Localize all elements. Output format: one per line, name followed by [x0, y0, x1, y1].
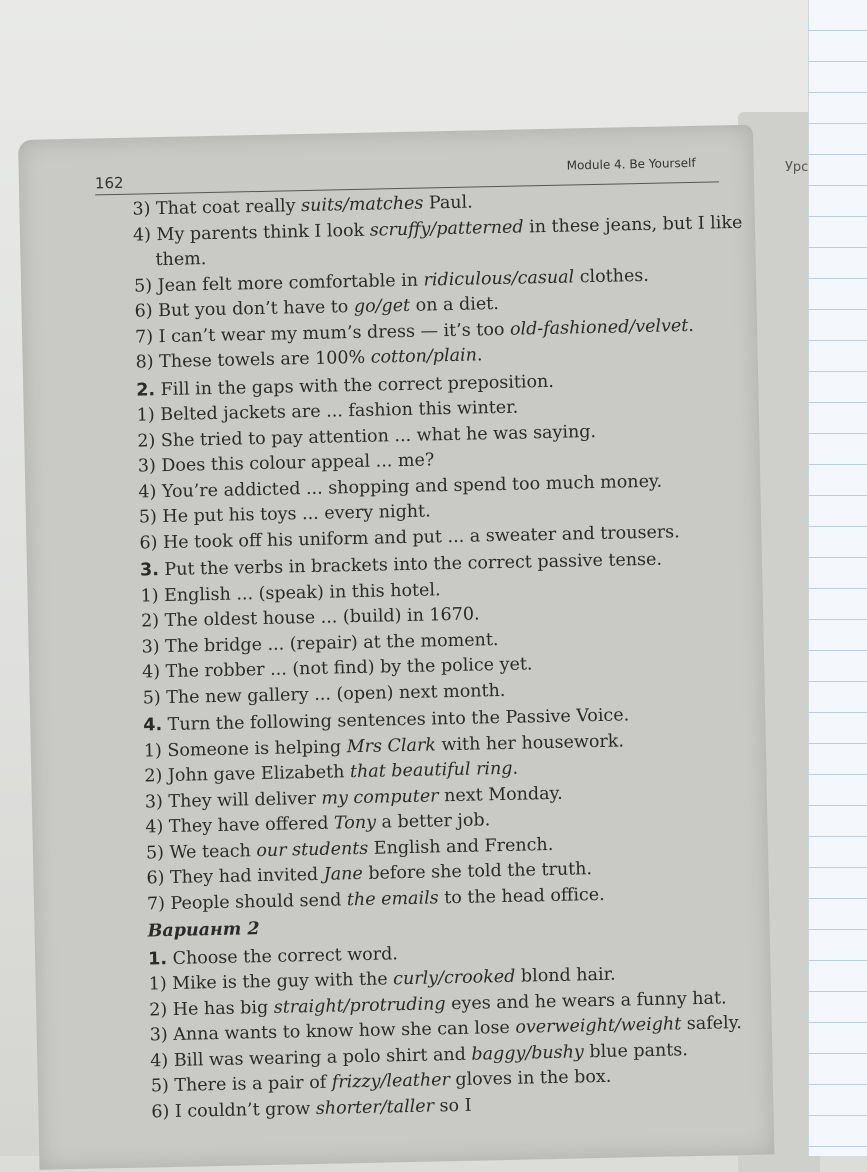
exercise-2-items — [137, 391, 760, 557]
page-number: 162 — [94, 173, 124, 193]
item-text: 6) I couldn’t grow — [151, 1098, 317, 1122]
exercise-item: 1) Belted jackets are ... fashion this winter. — [136, 397, 519, 426]
item-options: suits/matches — [300, 193, 424, 217]
exercise-number: 2. — [136, 379, 156, 401]
item-options: ridiculous/casual — [423, 266, 575, 291]
running-head: Module 4. Be Yourself — [566, 155, 696, 173]
item-options: shorter/taller — [315, 1096, 435, 1119]
exercise-item: 4) You’re addicted ... shopping and spend too much money. — [138, 471, 663, 503]
item-text: . — [512, 758, 519, 779]
item-text: on a diet. — [409, 293, 499, 316]
exercise-item: 6) He took off his uniform and put ... a sweater and trousers. — [139, 521, 680, 554]
item-text: blond hair. — [515, 964, 616, 987]
exercise-item: 1) English ... (speak) in this hotel. — [140, 579, 441, 607]
page-content — [132, 185, 771, 1126]
exercise-4-items — [144, 726, 768, 917]
notebook-sheet — [808, 0, 867, 1156]
exercise-item: 2) She tried to pay attention ... what he was saying. — [137, 421, 597, 452]
item-text: a better job. — [375, 810, 491, 833]
item-options: overweight/weight — [515, 1014, 682, 1038]
item-text: before she told the truth. — [362, 859, 593, 884]
notebook-tab-text: Урс — [785, 160, 809, 175]
variant-2-items — [148, 959, 771, 1125]
book-page — [18, 125, 774, 1170]
item-text: 6) They had invited — [146, 864, 324, 889]
item-text: with her housework. — [435, 730, 625, 755]
item-text: . — [688, 315, 695, 336]
item-text: 1) Mike is the guy with the — [148, 969, 394, 995]
exercise-item: 2) The oldest house ... (build) in 1670. — [140, 604, 480, 632]
item-text: 2) He has big — [149, 997, 274, 1020]
item-text: 3) Anna wants to know how she can lose — [149, 1017, 516, 1046]
item-text: to the head office. — [438, 884, 605, 908]
item-text: 3) They will deliver — [144, 788, 322, 812]
item-options: Tony — [333, 812, 377, 834]
item-text: 4) Bill was wearing a polo shirt and — [150, 1044, 472, 1071]
item-text: in these jeans, but I like — [523, 212, 743, 237]
item-text: blue pants. — [583, 1039, 689, 1062]
exercise-number: 3. — [139, 560, 160, 581]
item-options: that beautiful ring — [349, 758, 513, 783]
item-text: safely. — [681, 1013, 743, 1035]
variant-2-title: Вариант 2 — [147, 919, 260, 942]
item-options: cotton/plain — [370, 345, 478, 368]
item-options: Mrs Clark — [346, 734, 437, 757]
exercise-number: 1. — [147, 948, 168, 969]
item-options: the emails — [346, 887, 439, 910]
item-options: old-fashioned/velvet — [509, 315, 689, 340]
item-text: 5) Jean felt more comfortable in — [133, 270, 424, 297]
item-options: go/get — [353, 295, 411, 317]
item-text: 1) Someone is helping — [143, 736, 347, 761]
exercise-item: 5) The new gallery ... (open) next month. — [142, 680, 506, 709]
item-text: 5) There is a pair of — [150, 1072, 333, 1097]
item-text: 2) John gave Elizabeth — [144, 762, 351, 787]
item-text: 3) That coat really — [132, 196, 302, 220]
item-options: scruffy/patterned — [369, 216, 524, 241]
exercise-1-tail — [132, 185, 756, 376]
item-text: so I — [433, 1095, 472, 1116]
exercise-title: Turn the following sentences into the Passive Voice. — [167, 705, 630, 735]
exercise-3-items — [140, 571, 763, 711]
item-options: my computer — [321, 785, 439, 809]
exercise-title: Choose the correct word. — [172, 943, 399, 969]
exercise-title: Put the verbs in brackets into the correct passive tense. — [164, 549, 663, 581]
exercise-number: 4. — [143, 715, 163, 736]
exercise-item: 3) Does this colour appeal ... me? — [137, 450, 435, 477]
item-text: 7) I can’t wear my mum’s dress — it’s too — [134, 319, 511, 348]
item-options: baggy/bushy — [471, 1041, 585, 1065]
item-text: 4) My parents think I look — [132, 220, 370, 246]
exercise-item: 4) The robber ... (not find) by the police yet. — [141, 654, 533, 683]
item-text: 4) They have offered — [145, 813, 335, 838]
item-text: English and French. — [368, 834, 554, 859]
exercise-item: 5) He put his toys ... every night. — [138, 501, 431, 528]
item-text: 7) People should send — [146, 889, 348, 914]
item-options: curly/crooked — [392, 966, 516, 990]
item-options: straight/protruding — [273, 993, 446, 1018]
item-options: Jane — [323, 863, 363, 885]
item-text: gloves in the box. — [449, 1066, 612, 1091]
item-text: them. — [155, 249, 207, 271]
exercise-item: 3) The bridge ... (repair) at the moment. — [141, 629, 499, 658]
item-options: frizzy/leather — [331, 1070, 451, 1093]
item-text: 8) These towels are 100% — [135, 347, 371, 373]
item-text: . — [476, 345, 483, 366]
item-text: eyes and he wears a funny hat. — [445, 987, 727, 1014]
item-text: next Monday. — [438, 783, 563, 806]
item-text: clothes. — [573, 265, 650, 287]
exercise-title: Fill in the gaps with the correct preposition. — [160, 371, 555, 400]
item-text: 6) But you don’t have to — [134, 297, 355, 322]
item-options: our students — [256, 838, 369, 861]
item-text: Paul. — [423, 192, 473, 214]
item-text: 5) We teach — [145, 840, 257, 863]
